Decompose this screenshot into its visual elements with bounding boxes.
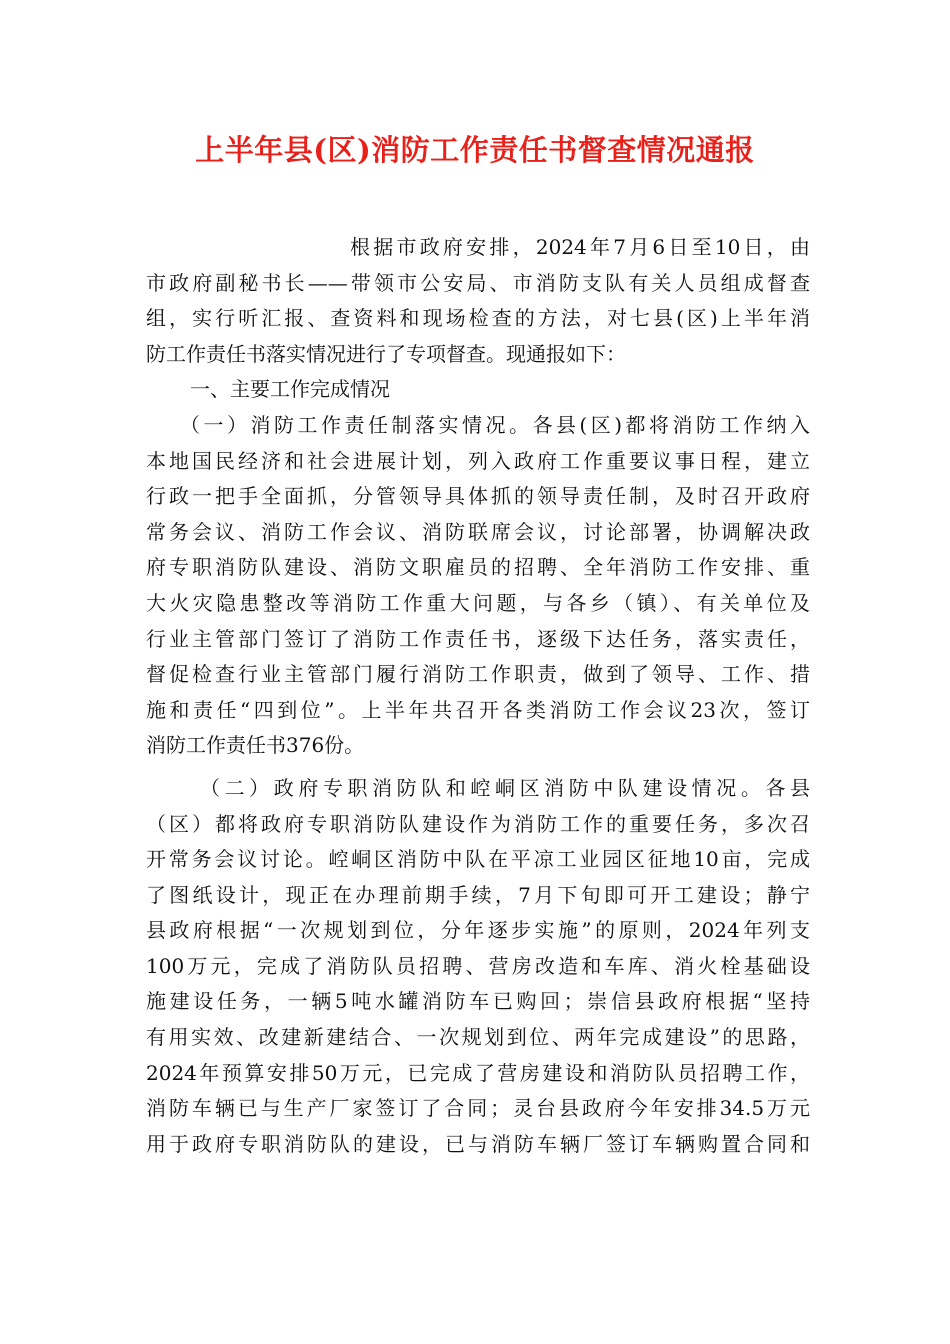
text-line: 县政府根据“一次规划到位，分年逐步实施”的原则，2024年列支 (146, 918, 810, 943)
text-line: 施建设任务，一辆5吨水罐消防车已购回；崇信县政府根据“坚持 (146, 989, 810, 1014)
text-line: 消防工作责任书376份。 (146, 733, 365, 758)
text-line: （二）政府专职消防队和崆峒区消防中队建设情况。各县 (200, 775, 810, 800)
text-line: 根据市政府安排，2024年7月6日至10日，由 (350, 235, 810, 259)
text-line: （区）都将政府专职消防队建设作为消防工作的重要任务，多次召 (146, 811, 810, 836)
text-line: 2024年预算安排50万元，已完成了营房建设和消防队员招聘工作， (146, 1060, 810, 1085)
text-line: 用于政府专职消防队的建设，已与消防车辆厂签订车辆购置合同和 (146, 1131, 810, 1156)
document-body (146, 230, 810, 1162)
text-line: 防工作责任书落实情况进行了专项督查。现通报如下： (146, 341, 626, 366)
text-line: 督促检查行业主管部门履行消防工作职责，做到了领导、工作、措 (146, 662, 810, 687)
text-line: 施和责任“四到位”。上半年共召开各类消防工作会议23次，签订 (146, 697, 810, 722)
text-line: 行业主管部门签订了消防工作责任书，逐级下达任务，落实责任， (146, 626, 810, 651)
text-line: 市政府副秘书长——带领市公安局、市消防支队有关人员组成督查 (146, 270, 810, 295)
text-line: 本地国民经济和社会进展计划，列入政府工作重要议事日程，建立 (146, 448, 810, 473)
text-line: 常务会议、消防工作会议、消防联席会议，讨论部署，协调解决政 (146, 519, 810, 544)
text-line: 大火灾隐患整改等消防工作重大问题，与各乡（镇）、有关单位及 (146, 590, 810, 615)
text-line: 府专职消防队建设、消防文职雇员的招聘、全年消防工作安排、重 (146, 555, 810, 580)
text-line: 开常务会议讨论。崆峒区消防中队在平凉工业园区征地10亩，完成 (146, 847, 810, 872)
text-line: 了图纸设计，现正在办理前期手续，7月下旬即可开工建设；静宁 (146, 882, 810, 907)
paragraph-gap (146, 764, 810, 771)
text-line: 组，实行听汇报、查资料和现场检查的方法，对七县(区)上半年消 (146, 306, 810, 331)
document-title: 上半年县(区)消防工作责任书督查情况通报 (195, 133, 755, 167)
text-line: 有用实效、改建新建结合、一次规划到位、两年完成建设”的思路， (146, 1025, 810, 1050)
text-line: 行政一把手全面抓，分管领导具体抓的领导责任制，及时召开政府 (146, 484, 810, 509)
text-line: 一、主要工作完成情况 (190, 377, 390, 402)
text-line: （一）消防工作责任制落实情况。各县(区)都将消防工作纳入 (180, 412, 810, 437)
text-line: 消防车辆已与生产厂家签订了合同；灵台县政府今年安排34.5万元 (146, 1096, 810, 1121)
text-line: 100万元，完成了消防队员招聘、营房改造和车库、消火栓基础设 (146, 953, 810, 978)
